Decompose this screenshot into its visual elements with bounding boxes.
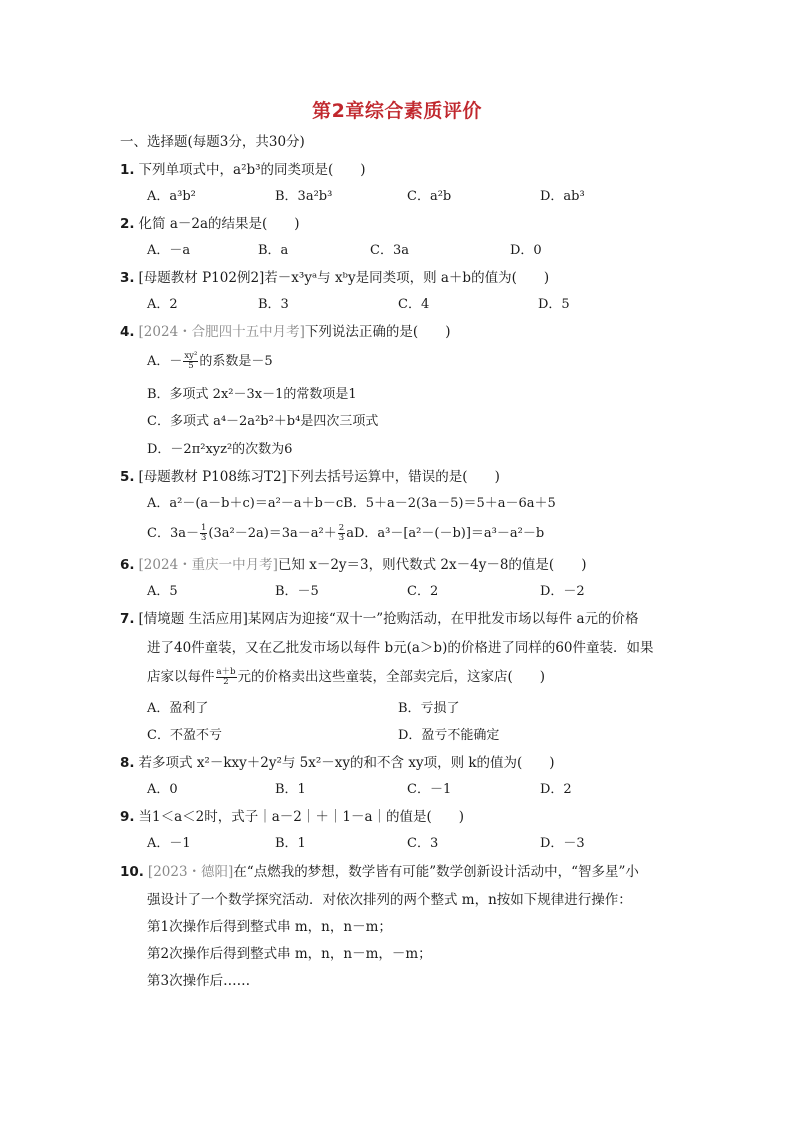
option-a: A．盈利了 — [147, 701, 209, 716]
option-d: D．ab³ — [540, 189, 585, 204]
question-stem: 化简 a－2a的结果是( ) — [138, 216, 300, 232]
question-source: [2023・德阳] — [147, 864, 234, 880]
question-stem: 若多项式 x²－kxy＋2y²与 5x²－xy的和不含 xy项，则 k的值为( ) — [138, 755, 555, 771]
option-a: A．－1 — [147, 836, 191, 851]
question-stem: 下列说法正确的是( ) — [304, 324, 451, 340]
option-b: B．1 — [275, 836, 306, 851]
question-stem: 当1＜a＜2时，式子｜a－2｜＋｜1－a｜的值是( ) — [138, 809, 465, 825]
question-number: 8. — [120, 755, 135, 771]
option-d: D．－2 — [540, 584, 585, 599]
question-7-line-3: 店家以每件 $\frac{a+b}{2}$ 元的价格卖出这些童装，全部卖完后，这家店( ) — [147, 667, 546, 687]
question-number: 10. — [120, 864, 144, 880]
question-source: [2024・重庆一中月考] — [138, 557, 278, 573]
question-stem: [母题教材 P108练习T2]下列去括号运算中，错误的是( ) — [138, 469, 500, 485]
question-10-line: 第1次操作后得到整式串 m，n，n－m； — [147, 919, 392, 935]
question-3 — [120, 268, 549, 288]
question-number: 2. — [120, 216, 135, 232]
question-4 — [120, 322, 450, 342]
question-source: [2024・合肥四十五中月考] — [138, 324, 305, 340]
question-5 — [120, 467, 500, 487]
question-number: 1. — [120, 162, 135, 178]
option-c: C．2 — [407, 584, 439, 599]
option-a: A．5 — [147, 584, 178, 599]
option-d: D．0 — [510, 243, 542, 258]
option-d: D．盈亏不能确定 — [398, 728, 500, 743]
question-8 — [120, 753, 555, 773]
question-number: 4. — [120, 324, 135, 340]
fraction: $\frac{a+b}{2}$ — [216, 667, 236, 687]
question-stem: [情境题 生活应用]某网店为迎接“双十一”抢购活动，在甲批发市场以每件 a元的价格 — [138, 611, 639, 627]
option-b: B．3 — [258, 297, 289, 312]
option-d: D．－2π²xyz²的次数为6 — [147, 442, 293, 457]
option-c: C．3a — [370, 243, 409, 258]
section-heading: 一、选择题(每题3分，共30分) — [120, 134, 305, 150]
option-a: A．0 — [147, 782, 178, 797]
question-number: 9. — [120, 809, 135, 825]
page-title: 第2章综合素质评价 — [312, 100, 482, 122]
question-10-line: 强设计了一个数学探究活动．对依次排列的两个整式 m，n按如下规律进行操作： — [147, 892, 632, 908]
question-7 — [120, 609, 639, 629]
question-number: 6. — [120, 557, 135, 573]
fraction: $\frac{1}{3}$ — [200, 523, 207, 543]
question-stem: 在“点燃我的梦想，数学皆有可能”数学创新设计活动中，“智多星”小 — [233, 864, 639, 880]
option-a: A．2 — [147, 297, 178, 312]
question-1 — [120, 160, 366, 180]
option-d: D．－3 — [540, 836, 585, 851]
option-a: A．－ $\frac{\text{xy²}}{5}$ 的系数是－5 — [147, 351, 273, 371]
option-d: D．2 — [540, 782, 572, 797]
question-10-line: 第3次操作后…… — [147, 973, 251, 989]
question-2 — [120, 214, 300, 234]
question-6 — [120, 555, 586, 575]
option-c: C．4 — [398, 297, 430, 312]
option-c: C．a²b — [407, 189, 452, 204]
option-c-d: C．3a－ $\frac{1}{3}$ (3a²－2a)＝3a－a²＋ $\frac{2}{3}$ aD．a³－[a²－(－b)]＝a³－a²－b — [147, 523, 545, 543]
option-c: C．多项式 a⁴－2a²b²＋b⁴是四次三项式 — [147, 414, 379, 429]
option-a-b: A．a²－(a－b＋c)＝a²－a＋b－cB．5＋a－2(3a－5)＝5＋a－6a＋5 — [147, 496, 556, 511]
option-c: C．－1 — [407, 782, 452, 797]
option-c: C．不盈不亏 — [147, 728, 222, 743]
question-number: 5. — [120, 469, 135, 485]
question-10-line: 第2次操作后得到整式串 m，n，n－m，－m； — [147, 946, 432, 962]
question-7-line-2: 进了40件童装，又在乙批发市场以每件 b元(a＞b)的价格进了同样的60件童装．如果 — [147, 640, 654, 656]
question-number: 3. — [120, 270, 135, 286]
question-10 — [120, 862, 639, 882]
option-a: A．－a — [147, 243, 191, 258]
option-a: A．a³b² — [147, 189, 196, 204]
option-b: B．a — [258, 243, 289, 258]
option-c: C．3 — [407, 836, 439, 851]
question-stem: [母题教材 P102例2]若－x³yᵃ与 xᵇy是同类项，则 a＋b的值为( ) — [138, 270, 550, 286]
question-stem: 已知 x－2y＝3，则代数式 2x－4y－8的值是( ) — [277, 557, 587, 573]
option-b: B．3a²b³ — [275, 189, 333, 204]
option-b: B．多项式 2x²－3x－1的常数项是1 — [147, 387, 357, 402]
question-number: 7. — [120, 611, 135, 627]
fraction: $\frac{2}{3}$ — [338, 523, 345, 543]
question-stem: 下列单项式中，a²b³的同类项是( ) — [138, 162, 366, 178]
fraction: $\frac{\text{xy²}}{5}$ — [184, 351, 198, 371]
question-9 — [120, 807, 464, 827]
option-d: D．5 — [538, 297, 570, 312]
option-b: B．－5 — [275, 584, 319, 599]
option-b: B．亏损了 — [398, 701, 460, 716]
option-b: B．1 — [275, 782, 306, 797]
